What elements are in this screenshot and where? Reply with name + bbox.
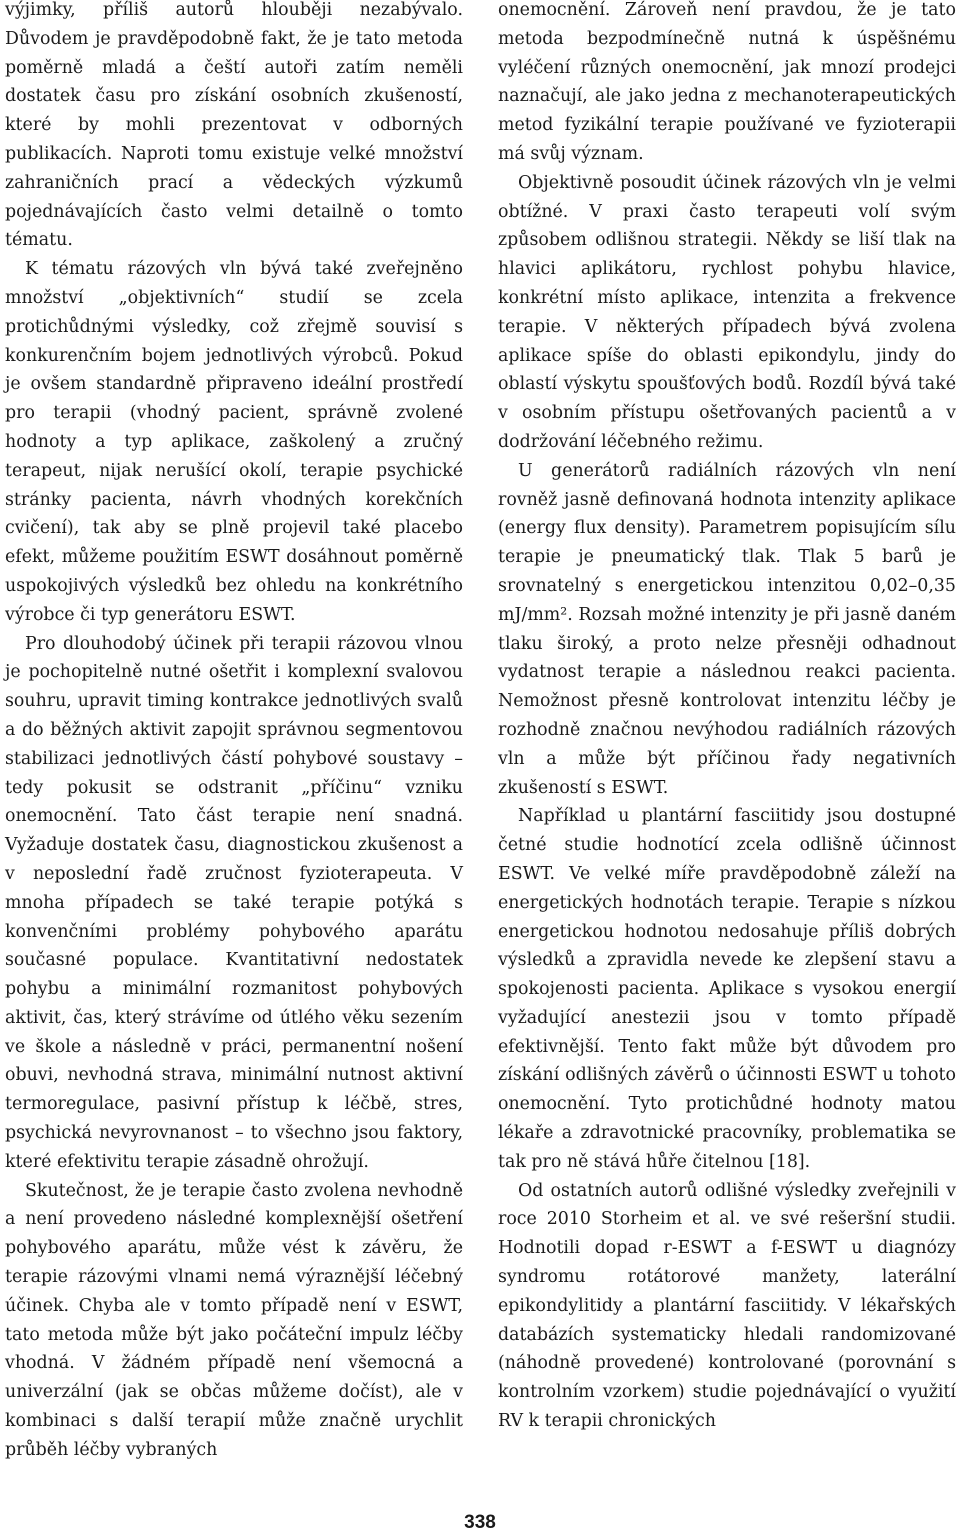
paragraph: U generátorů radiálních rázových vln není rovněž jasně definovaná hodnota intenzity aplikace (energy flux density). Parametrem popisujícím sílu terapie je pneumatický tlak. Tlak 5 barů je srovnatelný s energetickou intenzitou 0,02–0,35 mJ/mm². Rozsah možné intenzity je při jasně daném tlaku široký, a proto nelze přesněji odhadnout vydatnost terapie a následnou reakci pacienta. Nemožnost přesně kontrolovat intenzitu léčby je rozhodně značnou nevýhodou radiálních rázových vln a může být příčinou řady negativních zkušeností s ESWT.: [498, 460, 956, 798]
paragraph: výjimky, příliš autorů hlouběji nezabývalo. Důvodem je pravděpodobně fakt, že je tato metoda poměrně mladá a čeští autoři zatím neměli dostatek času pro získání osobních zkušeností, které by mohli prezentovat v odborných publikacích. Naproti tomu existuje velké množství zahraničních prací a vědeckých výzkumů pojednávajících často velmi detailně o tomto tématu.: [5, 0, 463, 251]
paragraph: Od ostatních autorů odlišné výsledky zveřejnili v roce 2010 Storheim et al. ve své rešeršní studii. Hodnotili dopad r-ESWT a f-ESWT u diagnózy syndromu rotátorové manžety, laterální epikondylitidy a plantární fasciitidy. V lékařských databázích systematicky hledali randomizované (náhodně provedené) kontrolované (porovnání s kontrolním vzorkem) studie pojednávající o využití RV k terapii chronických: [498, 1180, 956, 1432]
paragraph: Skutečnost, že je terapie často zvolena nevhodně a není provedeno následné komplexnější ošetření pohybového aparátu, může vést k závěru, že terapie rázovými vlnami nemá výraznější léčebný účinek. Chyba ale v tomto případě není v ESWT, tato metoda může být jako počáteční impulz léčby vhodná. V žádném případě není všemocná a univerzální (jak se občas můžeme dočíst), ale v kombinaci s další terapií může značně urychlit průběh léčby vybraných: [5, 1180, 463, 1460]
page-number: 338: [464, 1512, 496, 1533]
right-column: [498, 0, 956, 1436]
paragraph: Pro dlouhodobý účinek při terapii rázovou vlnou je pochopitelně nutné ošetřit i komplexní svalovou souhru, upravit timing kontrakce jednotlivých svalů a do běžných aktivit zapojit správnou segmentovou stabilizaci jednotlivých částí pohybové soustavy – tedy pokusit se odstranit „příčinu“ vzniku onemocnění. Tato část terapie není snadná. Vyžaduje dostatek času, diagnostickou zkušenost a v neposlední řadě zručnost fyzioterapeuta. V mnoha případech se také terapie potýká s konvenčními problémy pohybového aparátu současné populace. Kvantitativní nedostatek pohybu a minimální rozmanitost pohybových aktivit, čas, který strávíme od útlého věku sezením ve škole a následně v práci, permanentní nošení obuvi, nevhodná strava, minimální nutnost aktivní termoregulace, pasivní přístup k léčbě, stres, psychická nevyrovnanost – to všechno jsou faktory, které efektivitu terapie zásadně ohrožují.: [5, 633, 463, 1172]
paragraph: K tématu rázových vln bývá také zveřejněno množství „objektivních“ studií se zcela protichůdnými výsledky, což zřejmě souvisí s konkurenčním bojem jednotlivých výrobců. Pokud je ovšem standardně připraveno ideální prostředí pro terapii (vhodný pacient, správně zvolené hodnoty a typ aplikace, zaškolený a zručný terapeut, nijak nerušící okolí, terapie psychické stránky pacienta, návrh vhodných korekčních cvičení), tak aby se plně projevil také placebo efekt, můžeme použitím ESWT dosáhnout poměrně uspokojivých výsledků bez ohledu na konkrétního výrobce či typ generátoru ESWT.: [5, 259, 463, 625]
paragraph: Například u plantární fasciitidy jsou dostupné četné studie hodnotící zcela odlišně účinnost ESWT. Ve velké míře pravděpodobně záleží na energetických hodnotách terapie. Terapie s nízkou energetickou hodnotou nedosahuje příliš dobrých výsledků a zpravidla nevede ke zlepšení stavu a spokojenosti pacienta. Aplikace s vysokou energií vyžadující anestezii jsou v tomto případě efektivnější. Tento fakt může být důvodem pro získání odlišných závěrů o účinnosti ESWT u tohoto onemocnění. Tyto protichůdné hodnoty matou lékaře a zdravotnické pracovníky, problematika se tak pro ně stává hůře čitelnou [18].: [498, 806, 956, 1172]
paragraph: Objektivně posoudit účinek rázových vln je velmi obtížné. V praxi často terapeuti volí svým způsobem odlišnou strategii. Někdy se liší tlak na hlavici aplikátoru, rychlost pohybu hlavice, konkrétní místo aplikace, intenzita a frekvence terapie. V některých případech bývá zvolena aplikace spíše do oblasti epikondylu, jindy do oblastí výskytu spoušťových bodů. Rozdíl bývá také v osobním přístupu ošetřovaných pacientů a v dodržování léčebného režimu.: [498, 172, 956, 452]
paragraph: onemocnění. Zároveň není pravdou, že je tato metoda bezpodmínečně nutná k úspěšnému vyléčení různých onemocnění, jak mnozí prodejci naznačují, ale jako jedna z mechanoterapeutických metod fyzikální terapie používané ve fyzioterapii má svůj význam.: [498, 0, 956, 164]
left-column: [5, 0, 463, 1465]
